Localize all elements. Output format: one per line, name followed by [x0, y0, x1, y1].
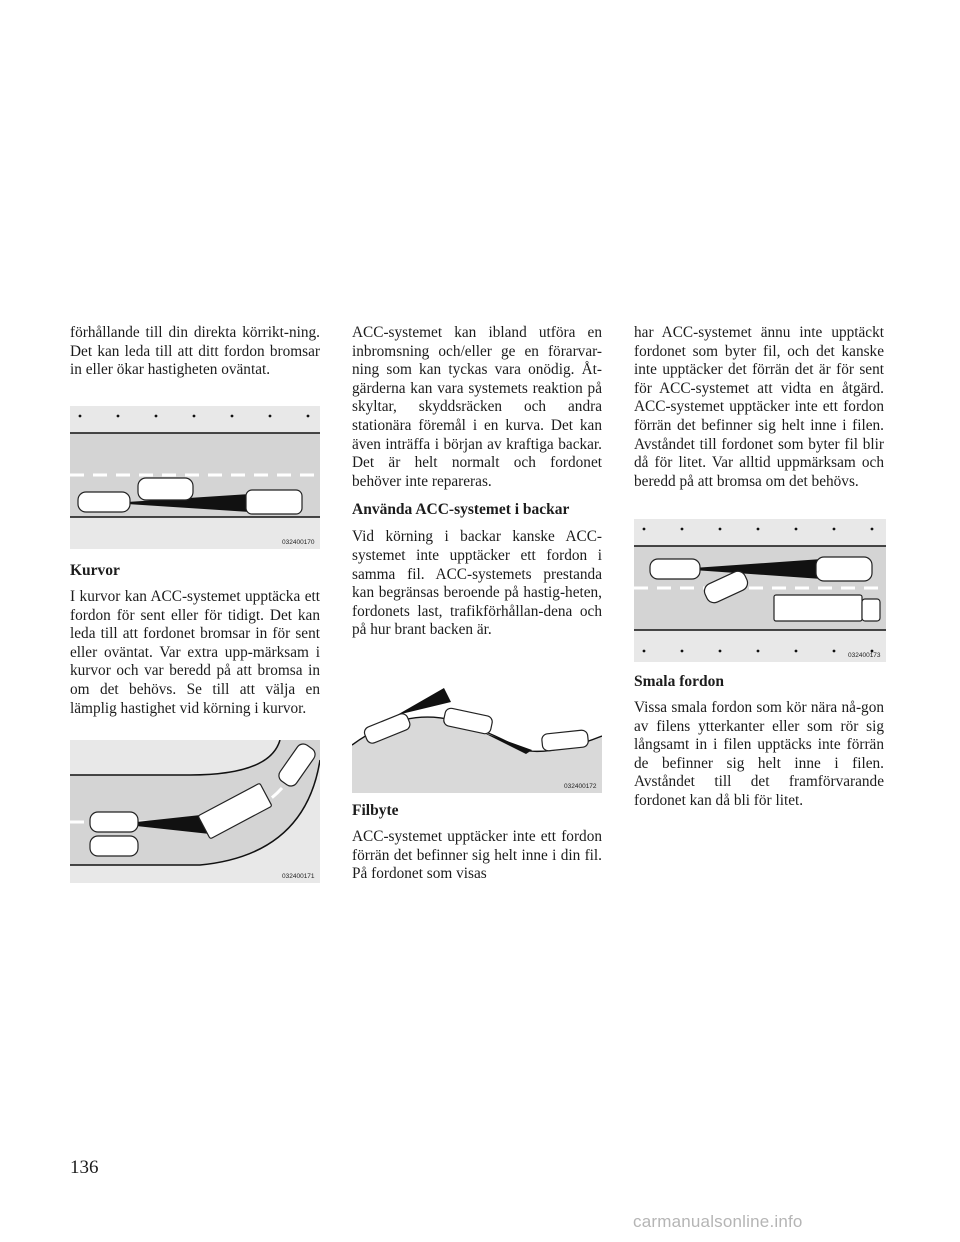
paragraph-backar: Vid körning i backar kanske ACC-systemet inte upptäcker ett fordon i samma fil. ACC-systemets prestanda kan begränsas beroende på hastig-heten, fordonets last, trafikförhållan-dena och på hur brant backen är. [352, 528, 602, 639]
section-filbyte [352, 801, 602, 884]
paragraph-filbyte: ACC-systemet upptäcker inte ett fordon förrän det befinner sig helt inne i din fil. På fordonet som visas [352, 828, 602, 883]
paragraph-smala-fordon: Vissa smala fordon som kör nära nå-gon av filens ytterkanter eller som rör sig långsamt in i filen upptäcks inte förrän de befinner sig helt inne i filen. Avståndet till det framförvarande fordonet kan då bli för litet. [634, 699, 884, 809]
watermark: carmanualsonline.info [633, 1212, 803, 1231]
figure-code: 032400172 [564, 783, 597, 790]
paragraph-kurvor: I kurvor kan ACC-systemet upptäcka ett fordon för sent eller för tidigt. Det kan leda till att fordonet bromsar in för sent eller oväntat. Var extra upp-märksam i kurvor och var beredd på att bromsa in om det behövs. Se till att välja en lämplig hastighet vid körning i kurvor. [70, 588, 320, 717]
illustration-straight-road [70, 406, 320, 549]
paragraph-continuation: förhållande till din direkta körrikt-ning. Det kan leda till att ditt fordon bromsar in eller ökar hastigheten oväntat. [70, 324, 320, 379]
illustration-lane-change [634, 519, 886, 662]
figure-curve-road [70, 740, 320, 883]
heading-filbyte: Filbyte [352, 802, 399, 819]
heading-backar: Använda ACC-systemet i backar [352, 501, 570, 519]
column-2 [352, 324, 602, 640]
illustration-hill-road [352, 650, 602, 793]
heading-smala-fordon: Smala fordon [634, 673, 724, 690]
column-3 [634, 324, 884, 491]
section-smala-fordon [634, 672, 884, 811]
figure-code: 032400170 [282, 539, 315, 546]
paragraph-acc-braking: ACC-systemet kan ibland utföra en inbromsning och/eller ge en förarvar-ning som kan tyckas vara onödig. Åt-gärderna kan vara systemets reaktion på skyltar, skyddsräcken och andra stationära föremål i en kurva. Det kan även inträffa i början av kraftiga backar. Det är helt normalt och fordonet behöver inte repareras. [352, 324, 602, 490]
figure-code: 032400171 [282, 873, 315, 880]
figure-code: 032400173 [848, 652, 881, 659]
illustration-curve-road [70, 740, 320, 883]
column-1 [70, 324, 320, 380]
paragraph-lane-change: har ACC-systemet ännu inte upptäckt fordonet som byter fil, och det kanske inte upptäcker det förrän det är för sent för ACC-systemet att vidta en åtgärd. ACC-systemet upptäcker inte ett fordon förrän det befinner sig helt inne i filen. Avståndet till fordonet som byter fil blir då för litet. Var alltid uppmärksam och beredd på att bromsa om det behövs. [634, 324, 884, 490]
page-number: 136 [70, 1157, 99, 1178]
section-kurvor [70, 561, 320, 718]
heading-kurvor: Kurvor [70, 562, 120, 579]
figure-lane-change [634, 519, 886, 662]
figure-hill-road [352, 650, 602, 793]
figure-straight-road [70, 406, 320, 549]
